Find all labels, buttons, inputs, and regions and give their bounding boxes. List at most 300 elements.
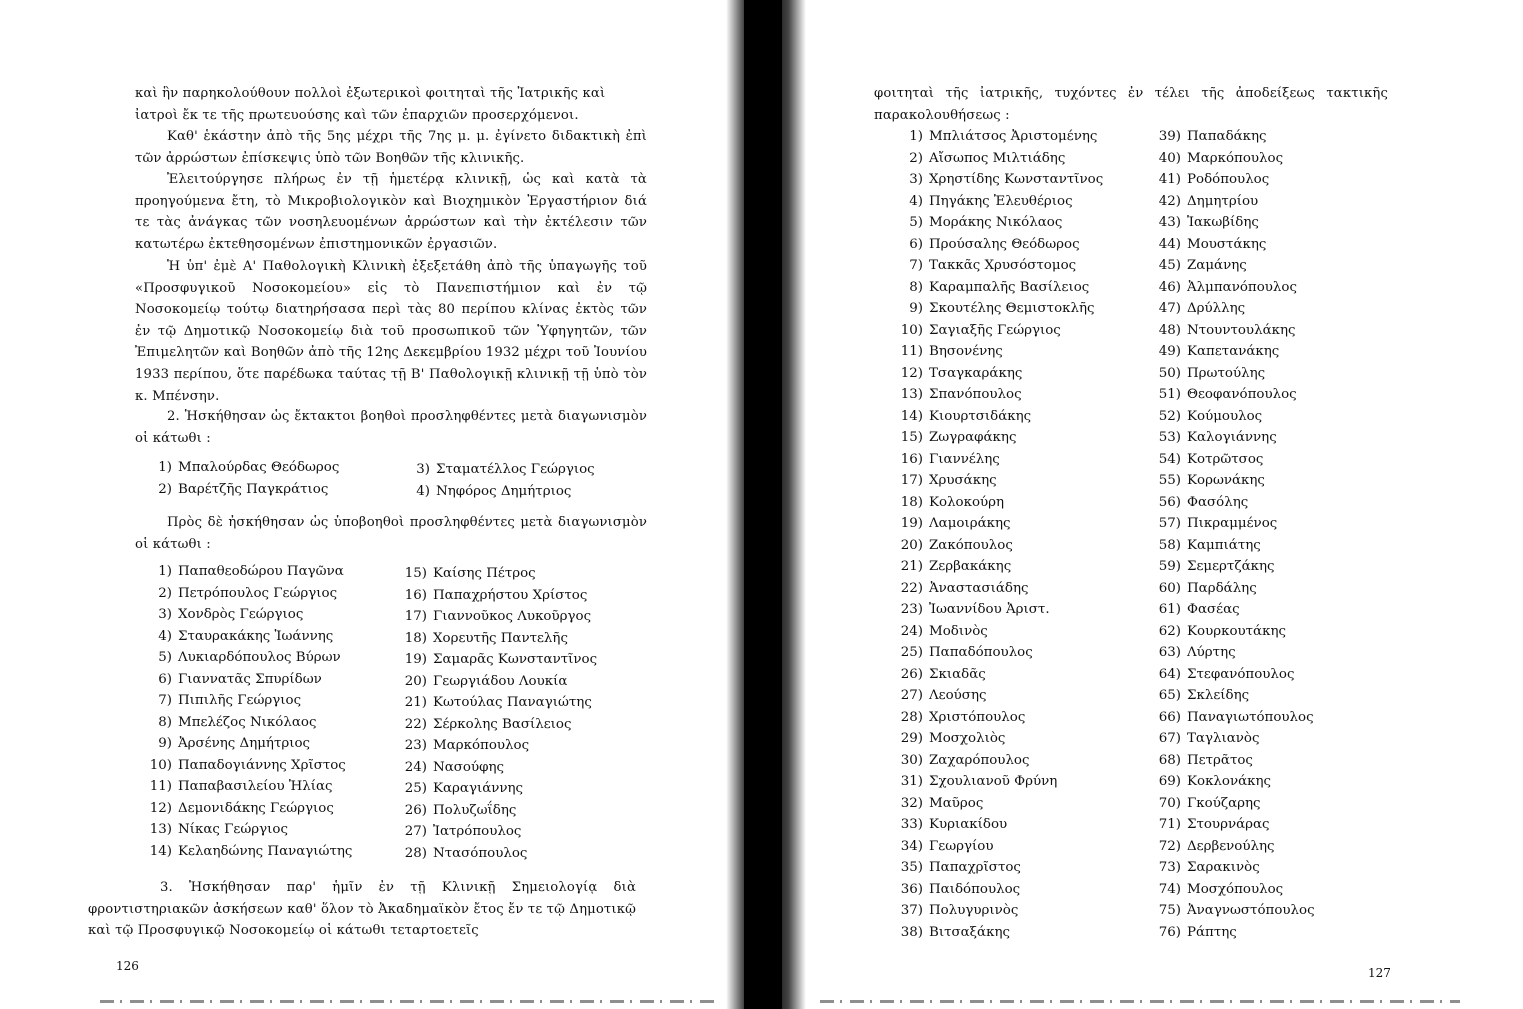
list-item-number: 35) [900,860,923,875]
list-item-number: 12) [149,800,172,816]
list-item-name: Ἰωαννίδου Ἀριστ. [929,602,1050,617]
list-item [142,690,352,712]
list-item-number: 18) [404,630,427,646]
list-item [893,341,1103,363]
list-item-name: Γιαννέλης [929,451,1000,467]
list-item [893,578,1103,600]
list-item-number: 16) [404,587,427,603]
list-item-number: 3) [909,172,923,187]
list-item [1151,191,1315,213]
list-item-number: 40) [1158,150,1181,166]
list-item-name: Σέρκολης Βασίλειος [433,716,572,732]
list-item-name: Δεμονιδάκης Γεώργιος [178,800,334,816]
list-item-number: 15) [900,430,923,445]
assistants-column-2 [397,563,597,864]
list-item-number: 45) [1158,258,1181,273]
list-item-name: Γεωργιάδου Λουκία [433,673,568,689]
list-item-number: 52) [1158,408,1181,424]
list-item [142,841,352,863]
list-item [893,126,1103,148]
list-item [142,669,352,691]
list-item-number: 2) [158,585,172,601]
list-item-number: 33) [900,817,923,832]
list-item [1151,535,1315,557]
list-item-name: Σχουλιανοῦ Φρύνη [929,774,1058,789]
list-item-name: Μοσχολιὸς [929,731,1006,746]
list-item-name: Γιαννοῦκος Λυκοῦργος [433,609,592,624]
list-item [1151,685,1315,707]
list-item-number: 23) [404,738,427,753]
list-item-name: Θεοφανόπουλος [1187,387,1297,402]
list-item [142,776,352,798]
list-item-number: 19) [404,652,427,667]
list-item [1151,771,1315,793]
list-item-name: Κορωνάκης [1187,473,1265,488]
list-item-number: 66) [1158,709,1181,725]
list-item: 3) Σταματέλλος Γεώργιος [416,462,595,477]
list-item-number: 21) [404,695,427,710]
list-item-name: Νίκας Γεώργιος [178,822,288,837]
list-item-name: Πικραμμένος [1187,516,1278,531]
list-item-name: Κοκλονάκης [1187,774,1272,789]
list-item-name: Λεούσης [929,688,987,703]
list-item [142,604,352,626]
list-item [1151,126,1315,148]
list-item-number: 27) [404,824,427,839]
scan-edge-noise [100,1000,720,1003]
list-item-name: Ζαμάνης [1187,258,1247,273]
list-item [893,492,1103,514]
list-item [1151,298,1315,320]
list-item-name: Κυριακίδου [929,817,1008,832]
list-item-name: Κολοκούρη [929,494,1005,510]
list-item-number: 4) [909,193,923,209]
list-item-name: Λυκιαρδόπουλος Βύρων [178,650,341,665]
list-item: 4) Νηφόρος Δημήτριος [416,483,572,499]
list-item-name: Χονδρὸς Γεώργιος [178,607,304,622]
list-item-name: Πρωτούλης [1187,365,1266,381]
list-item-number: 3) [158,607,172,622]
page-number-right: 127 [1368,966,1391,980]
list-item-number: 25) [900,645,923,660]
list-item [1151,406,1315,428]
list-item-number: 75) [1158,903,1181,918]
list-item-name: Τσαγκαράκης [929,365,1023,381]
list-item-number: 24) [404,759,427,775]
list-item-name: Παπαδόπουλος [929,645,1033,660]
list-item [397,628,597,650]
list-item [893,685,1103,707]
list-item [893,191,1103,213]
list-item-name: Λύρτης [1187,645,1236,660]
book-spine-gutter [744,0,782,1009]
list-item-number: 41) [1158,172,1181,187]
list-item [893,642,1103,664]
list-item-number: 23) [900,602,923,617]
list-item-name: Ντασόπουλος [433,845,528,861]
list-item-number: 54) [1158,451,1181,467]
list-item-name: Παπαδογιάννης Χρῖστος [178,757,346,773]
list-item-number: 28) [404,845,427,861]
list-item [1151,449,1315,471]
list-item-number: 29) [900,731,923,746]
list-item-number: 9) [909,301,923,316]
list-item [1151,728,1315,750]
list-item-name: Δρύλλης [1187,301,1246,316]
list-item-number: 46) [1158,279,1181,295]
list-item [1151,793,1315,815]
list-item [893,728,1103,750]
list-item [1151,879,1315,901]
list-item [1151,492,1315,514]
list-item-name: Τακκᾶς Χρυσόστομος [929,258,1077,273]
list-item-number: 20) [404,673,427,689]
list-item-number: 61) [1158,602,1181,617]
list-item-number: 8) [909,279,923,295]
list-item [893,320,1103,342]
list-item-name: Δημητρίου [1187,193,1259,209]
list-item-number: 51) [1158,387,1181,402]
list-item [1151,255,1315,277]
list-item-number: 56) [1158,494,1181,510]
list-item [893,169,1103,191]
scan-edge-noise [820,1000,1460,1003]
list-item-number: 22) [900,580,923,596]
list-item-number: 15) [404,566,427,581]
list-item [1151,169,1315,191]
page-number-left: 126 [116,959,139,973]
list-item-number: 10) [149,757,172,773]
list-item-number: 6) [909,236,923,252]
list-item-number: 59) [1158,559,1181,574]
paragraph-katha: Καθ' ἑκάστην ἀπὸ τῆς 5ης μέχρι τῆς 7ης μ. μ. ἐγίνετο διδακτικὴ ἐπὶ τῶν ἀρρώστων ἐπίσκεψις ὑπὸ τῶν Βοηθῶν τῆς κλινικῆς. [135,129,647,166]
list-item [893,771,1103,793]
list-item-name: Μπλιάτσος Ἀριστομένης [929,129,1098,144]
list-item-number: 48) [1158,322,1181,338]
list-item [893,535,1103,557]
list-item-number: 73) [1158,860,1181,875]
list-item-number: 7) [158,693,172,708]
list-item [1151,384,1315,406]
list-item-name: Σκλείδης [1187,688,1250,703]
list-item-number: 39) [1158,129,1181,144]
list-item-name: Σκουτέλης Θεμιστοκλῆς [929,301,1095,316]
list-item [893,922,1103,944]
list-item [397,585,597,607]
list-item [142,647,352,669]
list-item-name: Στεφανόπουλος [1187,666,1295,682]
list-item-number: 74) [1158,881,1181,897]
list-item [893,900,1103,922]
list-item-number: 37) [900,903,923,918]
extraordinary-list-left [150,457,339,500]
list-item-name: Δερβενούλης [1187,838,1275,854]
list-item [893,148,1103,170]
list-item-name: Ἰατρόπουλος [433,824,522,839]
list-item-number: 71) [1158,817,1181,832]
list-item [142,755,352,777]
list-item-number: 38) [900,924,923,940]
list-item [893,427,1103,449]
list-item-name: Γεωργίου [929,838,994,854]
list-item [397,649,597,671]
list-item [893,793,1103,815]
list-item [1151,578,1315,600]
list-item [142,626,352,648]
students-column-1 [893,126,1103,943]
list-item-name: Παπαχρήστου Χρίστος [433,587,588,603]
list-item [142,819,352,841]
list-item [893,212,1103,234]
list-item-number: 20) [900,537,923,553]
list-item-name: Μοράκης Νικόλαος [929,215,1063,230]
list-item-name: Ἀρσένης Δημήτριος [178,736,311,751]
list-item-name: Καραγιάννης [433,781,524,796]
list-item [1151,750,1315,772]
list-item [893,664,1103,686]
list-item [893,599,1103,621]
list-item [893,470,1103,492]
list-item: 1) Μπαλούρδας Θεόδωρος [158,460,340,475]
list-item-number: 1) [158,564,172,579]
list-item-name: Σαμαρᾶς Κωνσταντῖνος [433,652,598,667]
list-item-number: 69) [1158,774,1181,789]
list-item-number: 44) [1158,236,1181,252]
list-item-number: 6) [158,671,172,687]
list-item-name: Ἀλμπανόπουλος [1187,279,1297,295]
list-item-number: 4) [158,628,172,644]
list-item [397,606,597,628]
list-item-name: Προύσαλης Θεόδωρος [929,236,1080,252]
list-item-name: Παιδόπουλος [929,881,1021,897]
list-item-number: 57) [1158,516,1181,531]
list-item-name: Πιπιλῆς Γεώργιος [178,693,302,708]
intro-paragraph [135,83,647,126]
list-item [893,556,1103,578]
list-item [397,778,597,800]
list-item-name: Πετρᾶτος [1187,752,1253,768]
paragraph-laboratory: Ἐλειτούργησε πλήρως ἐν τῇ ἡμετέρᾳ κλινικῇ, ὡς καὶ κατὰ τὰ προηγούμενα ἔτη, τὸ Μικροβιολογικὸν καὶ Βιοχημικὸν Ἐργαστήριον διά τε τὰς ἀνάγκας τῶν νοσηλευομένων ἀρρώστων καὶ τὴν ἐκτέλεσιν τῶν κατωτέρω ἐκτεθησομένων ἐπιστημονικῶν ἐργασιῶν. [135,172,647,252]
list-item [397,692,597,714]
list-item-number: 11) [900,344,923,359]
list-item-name: Νασούφης [433,759,505,775]
list-item [893,298,1103,320]
list-item [1151,599,1315,621]
list-item-name: Πολυζωΐδης [433,802,517,818]
intro-line-2: ἰατροὶ ἔκ τε τῆς πρωτευούσης καὶ τῶν ἐπαρχιῶν προσερχόμενοι. [135,107,579,123]
list-item [1151,922,1315,944]
list-item-name: Μπελέζος Νικόλαος [178,714,317,730]
list-item-number: 50) [1158,365,1181,381]
list-item-number: 68) [1158,752,1181,768]
list-item [893,449,1103,471]
list-item [142,561,352,583]
list-item-name: Βιτσαξάκης [929,924,1010,940]
list-item-name: Σεμερτζάκης [1187,559,1275,574]
list-item-number: 64) [1158,666,1181,682]
list-item-number: 25) [404,781,427,796]
list-item [1151,900,1315,922]
list-item [1151,642,1315,664]
list-item-name: Ἀναστασιάδης [929,580,1029,596]
list-item-name: Λαμοιράκης [929,516,1011,531]
list-item-name: Σταυρακάκης Ἰωάννης [178,628,334,644]
list-item [893,513,1103,535]
list-item-name: Μαρκόπουλος [433,738,530,753]
list-item-name: Καμπιάτης [1187,537,1261,553]
list-item-name: Ζερβακάκης [929,559,1012,574]
list-item [1151,556,1315,578]
list-item [1151,621,1315,643]
list-item-name: Παπαθεοδώρου Παγῶνα [178,564,344,579]
list-item-name: Χρηστίδης Κωνσταντῖνος [929,172,1104,187]
list-item-number: 67) [1158,731,1181,746]
list-item-name: Ἰακωβίδης [1187,215,1259,230]
list-item-number: 62) [1158,623,1181,639]
list-item-name: Παπαχρῖστος [929,860,1021,875]
list-item-name: Γκούζαρης [1187,795,1261,811]
list-item-number: 2) [909,150,923,166]
list-item [1151,664,1315,686]
list-item-number: 12) [900,365,923,381]
list-item-number: 22) [404,716,427,732]
list-item-name: Φασόλης [1187,494,1249,510]
list-item-number: 31) [900,774,923,789]
list-item-name: Ροδόπουλος [1187,172,1270,187]
list-item [397,757,597,779]
list-item-number: 17) [900,473,923,488]
list-item [893,879,1103,901]
list-item [1151,427,1315,449]
list-item-number: 34) [900,838,923,854]
list-item [1151,513,1315,535]
list-item-name: Παπαβασιλείου Ἠλίας [178,779,333,794]
right-intro-paragraph: φοιτηταὶ τῆς ἰατρικῆς, τυχόντες ἐν τέλει τῆς ἀποδείξεως τακτικῆς παρακολουθήσεως : [874,86,1388,123]
list-item-number: 24) [900,623,923,639]
paragraph-subassistants: Πρὸς δὲ ἠσκήθησαν ὡς ὑποβοηθοὶ προσληφθέντες μετὰ διαγωνισμὸν οἱ κάτωθι : [135,515,647,552]
list-item [397,714,597,736]
list-item-name: Καραμπαλῆς Βασίλειος [929,279,1090,295]
list-item-number: 14) [900,408,923,424]
list-item-number: 14) [149,843,172,859]
list-item [142,583,352,605]
list-item-name: Πετρόπουλος Γεώργιος [178,585,338,601]
list-item [893,277,1103,299]
right-page [800,0,1523,1009]
list-item [397,821,597,843]
list-item-name: Παρδάλης [1187,580,1257,596]
list-item-number: 18) [900,494,923,510]
list-item-name: Μοσχόπουλος [1187,881,1284,897]
list-item-number: 72) [1158,838,1181,854]
list-item [893,621,1103,643]
list-item-name: Καλογιάννης [1187,430,1277,445]
list-item-name: Μοδινὸς [929,623,988,639]
list-item-name: Ταγλιανὸς [1187,731,1260,746]
list-item-name: Μουστάκης [1187,236,1267,252]
list-item [1151,148,1315,170]
list-item [142,733,352,755]
list-item-number: 36) [900,881,923,897]
list-item-number: 70) [1158,795,1181,811]
list-item-name: Σαγιαξῆς Γεώργιος [929,322,1061,338]
list-item-name: Καπετανάκης [1187,344,1280,359]
list-item-name: Μαῦρος [929,795,984,811]
paragraph-section-2: 2. Ἠσκήθησαν ὡς ἔκτακτοι βοηθοὶ προσληφθέντες μετὰ διαγωνισμὸν οἱ κάτωθι : [135,409,647,446]
list-item [397,563,597,585]
list-item-name: Σπανόπουλος [929,387,1022,402]
list-item-name: Ζωγραφάκης [929,430,1017,445]
list-item-name: Πηγάκης Ἐλευθέριος [929,193,1073,209]
list-item-name: Κοτρῶτσος [1187,451,1264,467]
list-item-name: Κουρκουτάκης [1187,623,1286,639]
list-item-name: Χορευτῆς Παντελῆς [433,630,568,646]
list-item-number: 63) [1158,645,1181,660]
list-item-number: 60) [1158,580,1181,596]
list-item [397,671,597,693]
list-item [1151,836,1315,858]
list-item [893,234,1103,256]
extraordinary-list-right [408,459,595,502]
list-item-name: Ράπτης [1187,924,1237,940]
list-item-number: 65) [1158,688,1181,703]
list-item [1151,277,1315,299]
list-item [397,800,597,822]
list-item-number: 1) [909,129,923,144]
list-item-number: 43) [1158,215,1181,230]
list-item [142,712,352,734]
list-item-number: 8) [158,714,172,730]
list-item [397,735,597,757]
list-item-number: 19) [900,516,923,531]
list-item-number: 26) [900,666,923,682]
list-item-name: Ζαχαρόπουλος [929,752,1030,768]
list-item-name: Κούμουλος [1187,408,1263,424]
list-item [1151,470,1315,492]
list-item-name: Παπαδάκης [1187,129,1267,144]
intro-line-1: καὶ ἣν παρηκολούθουν πολλοὶ ἐξωτερικοὶ φοιτηταὶ τῆς Ἰατρικῆς καὶ [135,86,606,101]
list-item-name: Κιουρτσιδάκης [929,408,1032,424]
list-item [893,836,1103,858]
list-item [1151,320,1315,342]
list-item-number: 5) [158,650,172,665]
list-item-number: 28) [900,709,923,725]
list-item-name: Σκιαδᾶς [929,666,986,682]
list-item-name: Στουρνάρας [1187,817,1270,832]
list-item-number: 76) [1158,924,1181,940]
list-item-number: 30) [900,752,923,768]
list-item [1151,234,1315,256]
list-item-number: 10) [900,322,923,338]
list-item-name: Αἴσωπος Μιλτιάδης [929,150,1066,166]
assistants-column-1 [142,561,352,862]
list-item-number: 26) [404,802,427,818]
list-item [893,707,1103,729]
list-item [893,750,1103,772]
list-item-name: Κελαηδώνης Παναγιώτης [178,843,353,859]
list-item-number: 17) [404,609,427,624]
list-item-number: 55) [1158,473,1181,488]
list-item [893,814,1103,836]
students-column-2 [1151,126,1315,943]
list-item [142,798,352,820]
list-item-number: 9) [158,736,172,751]
list-item-number: 5) [909,215,923,230]
list-item-number: 27) [900,688,923,703]
list-item-name: Ζακόπουλος [929,537,1013,553]
list-item [1151,857,1315,879]
list-item-name: Σαρακινὸς [1187,860,1260,875]
